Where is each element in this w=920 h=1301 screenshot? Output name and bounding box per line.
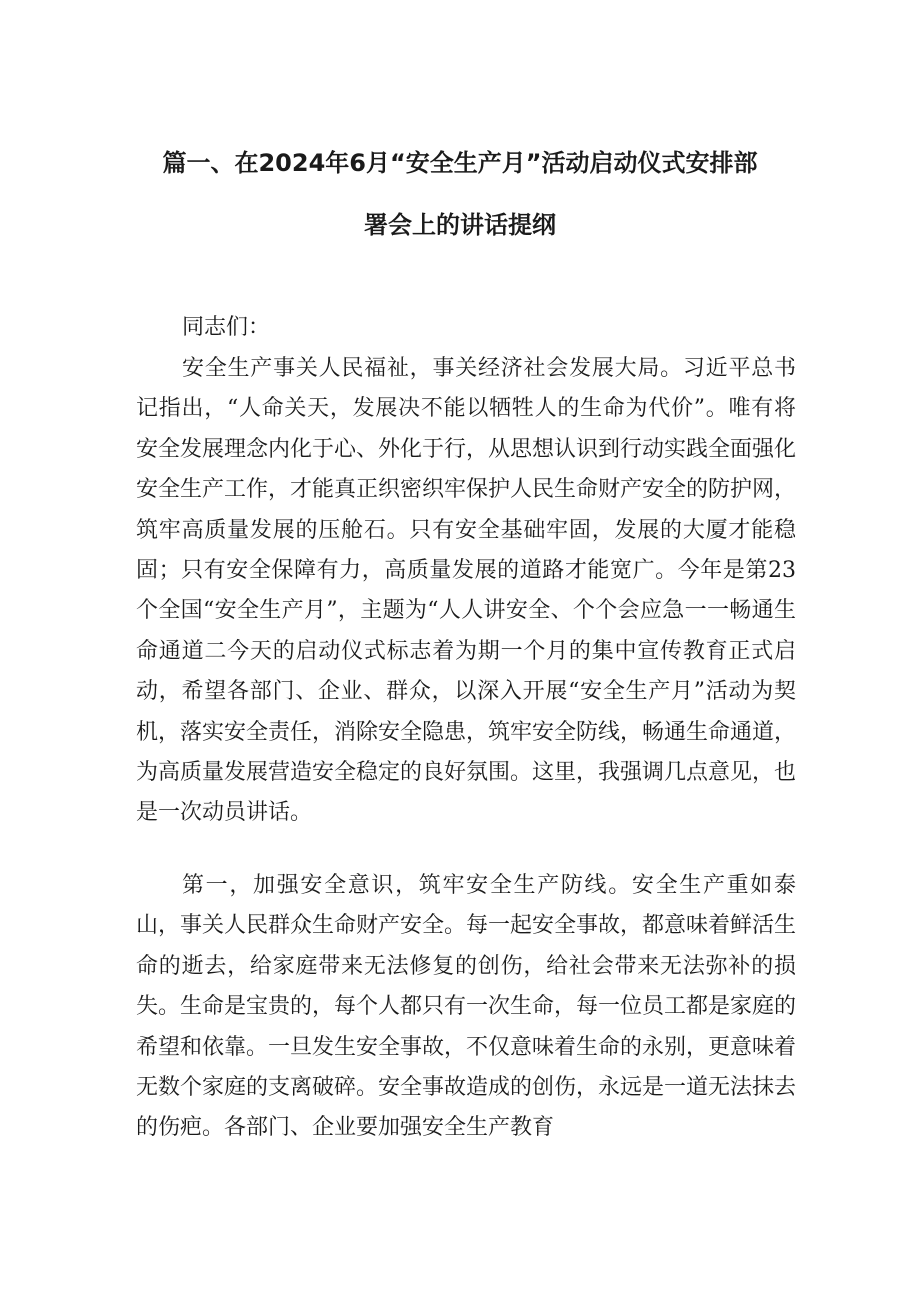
document-title-line-2: 署会上的讲话提纲 — [364, 211, 556, 239]
paragraph-text: 第一，加强安全意识，筑牢安全生产防线。安全生产重如泰山，事关人民群众生命财产安全。每一起安全事故，都意味着鲜活生命的逝去，给家庭带来无法修复的创伤，给社会带来无法弥补的损失。生命是宝贵的，每个人都只有一次生命，每一位员工都是家庭的希望和依靠。一旦发生安全事故，不仅意味着生命的永别，更意味着无数个家庭的支离破碎。安全事故造成的创伤，永远是一道无法抹去的伤疤。各部门、企业要加强安全生产教育 — [136, 873, 797, 1141]
paragraph-first-point — [136, 866, 796, 1149]
document-title-line-1: 篇一、在2024年6月“安全生产月”活动启动仪式安排部 — [162, 149, 758, 177]
paragraph-text: 安全生产事关人民福祉，事关经济社会发展大局。习近平总书记指出，“人命关天，发展决不能以牺牲人的生命为代价”。唯有将安全发展理念内化于心、外化于行，从思想认识到行动实践全面强化安全生产工作，才能真正织密织牢保护人民生命财产安全的防护网，筑牢高质量发展的压舱石。只有安全基础牢固，发展的大厦才能稳固；只有安全保障有力，高质量发展的道路才能宽广。今年是第23个全国“安全生产月”，主题为“人人讲安全、个个会应急一一畅通生命通道二今天的启动仪式标志着为期一个月的集中宣传教育正式启动，希望各部门、企业、群众，以深入开展“安全生产月”活动为契机，落实安全责任，消除安全隐患，筑牢安全防线，畅通生命通道，为高质量发展营造安全稳定的良好氛围。这里，我强调几点意见，也是一次动员讲话。 — [136, 356, 797, 826]
paragraph-intro — [136, 349, 796, 834]
salutation: 同志们： — [182, 315, 271, 340]
